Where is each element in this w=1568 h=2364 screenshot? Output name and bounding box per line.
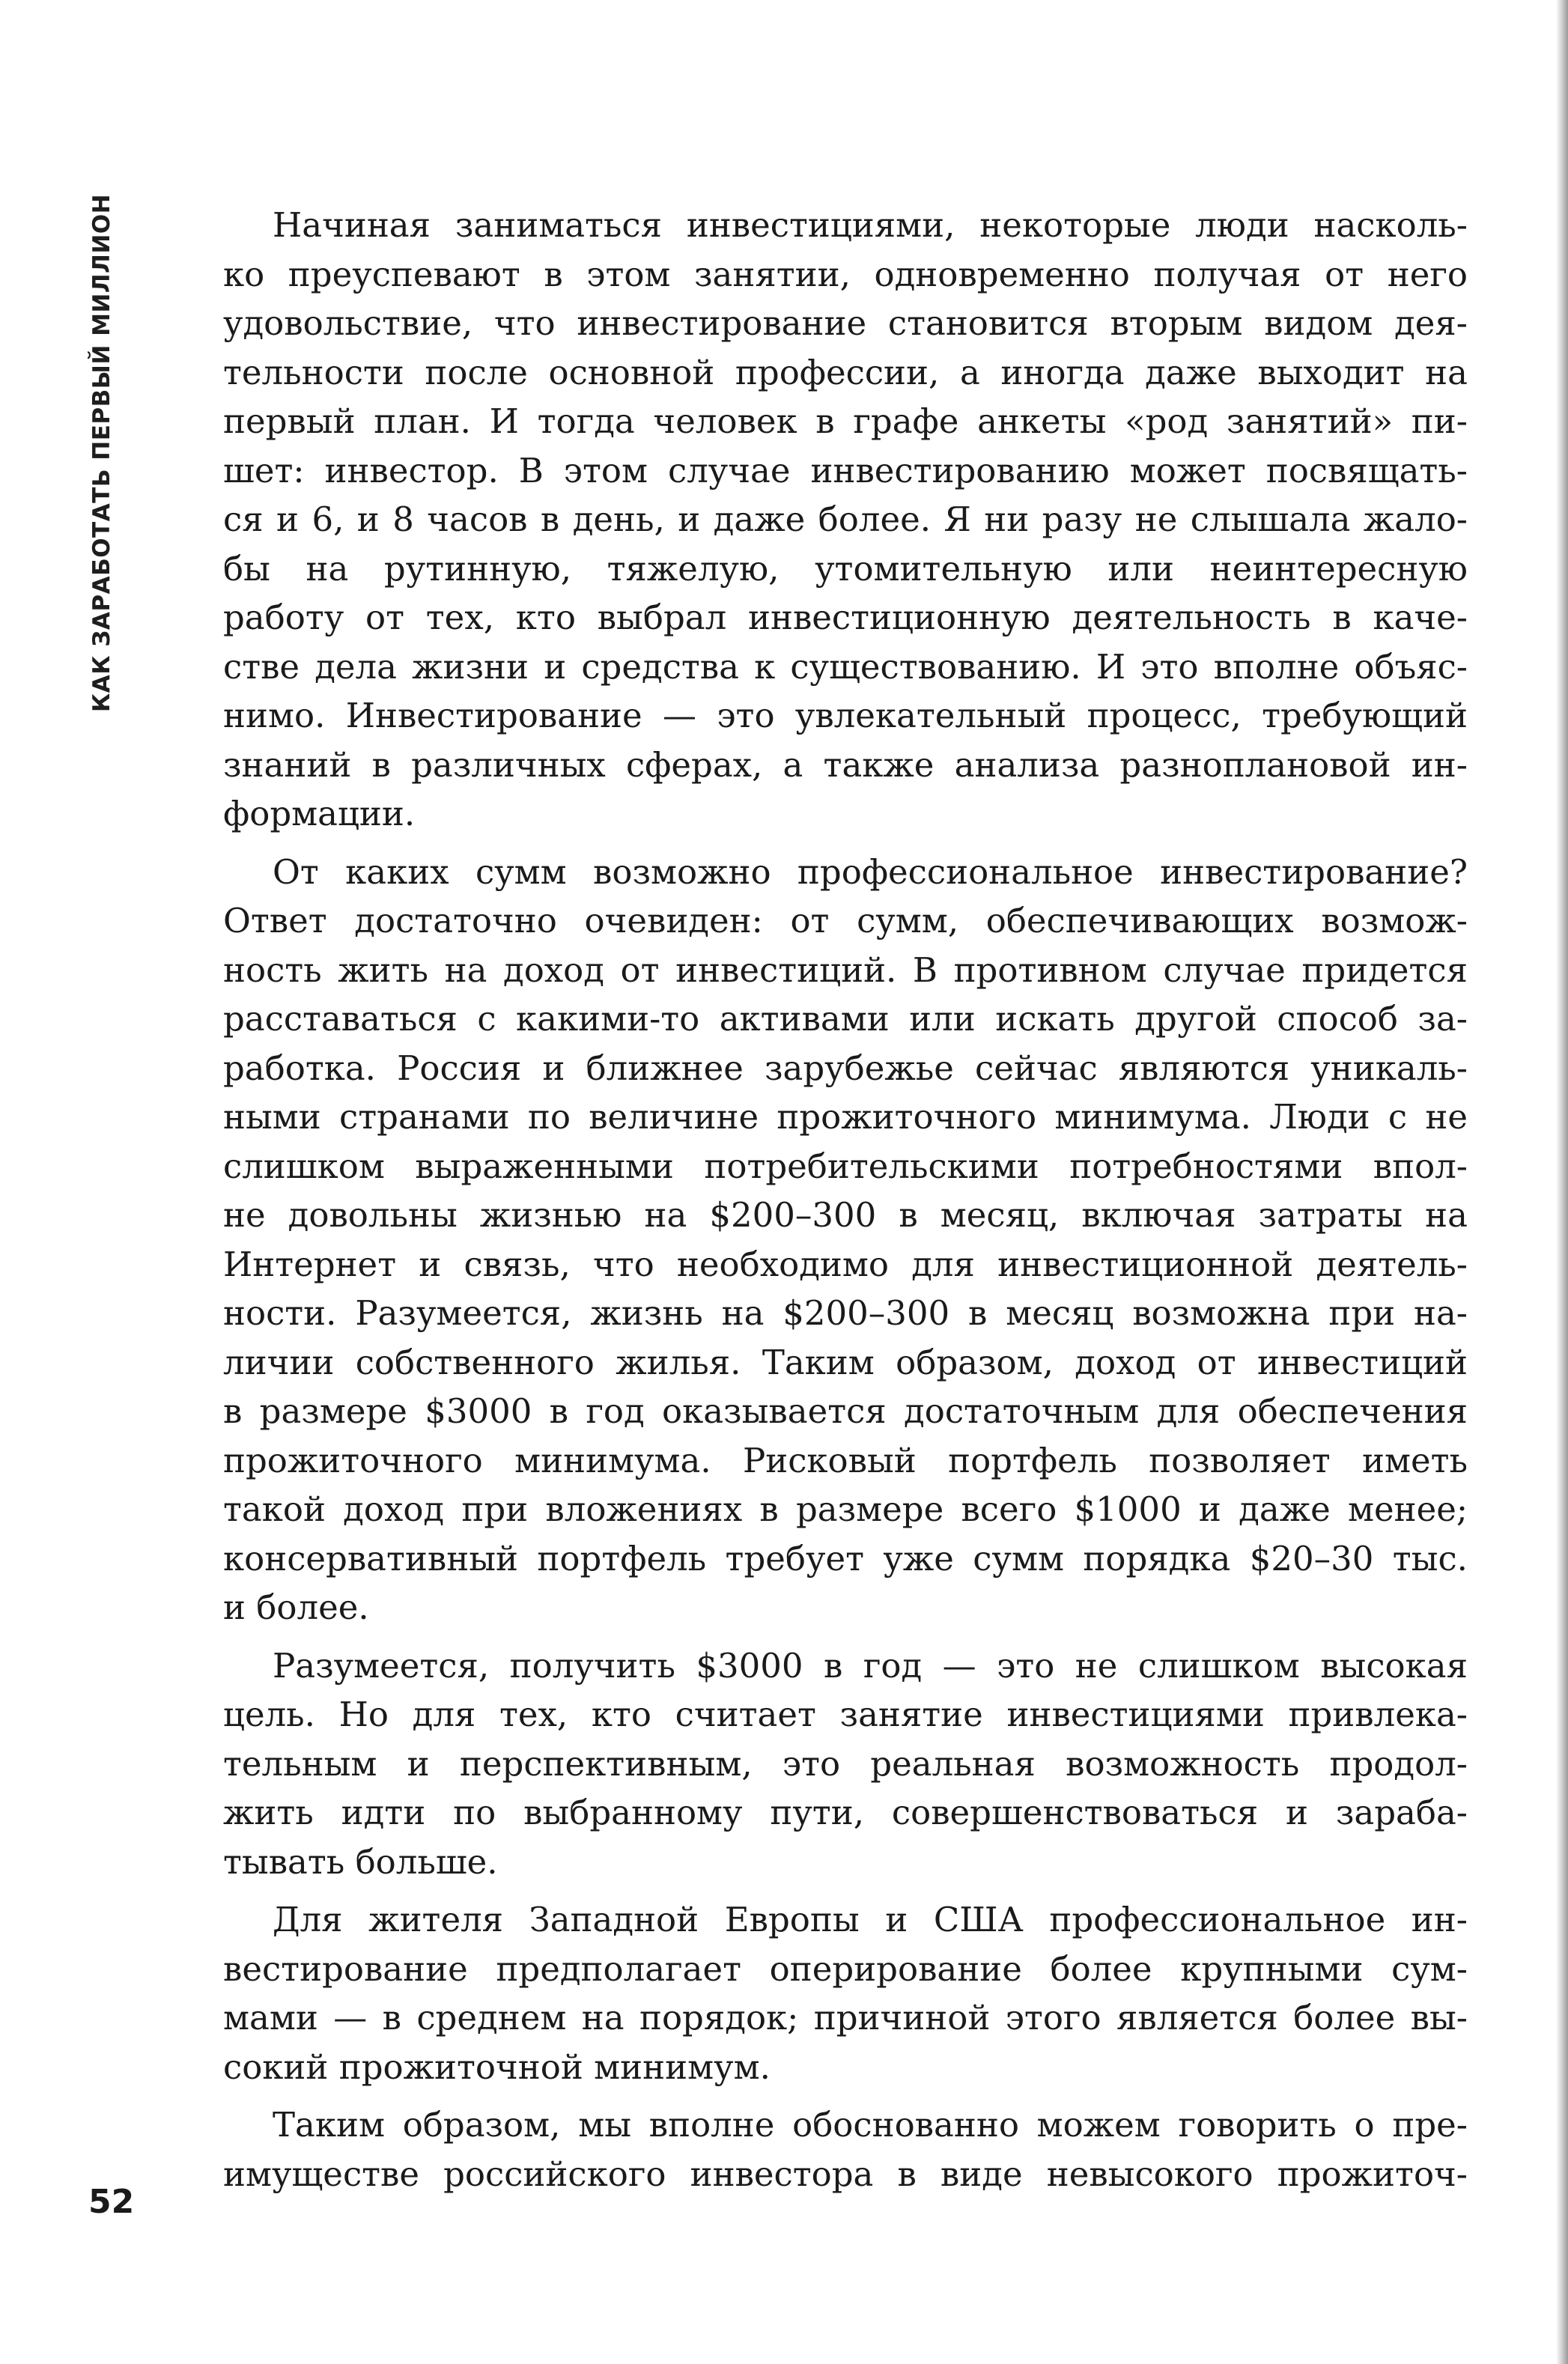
text-line: ными странами по величине прожиточного минимума. Люди с не <box>223 1097 1468 1137</box>
text-line: формации. <box>223 794 416 833</box>
text-line: тельности после основной профессии, а иногда даже выходит на <box>223 352 1468 392</box>
text-line: тельным и перспективным, это реальная возможность продол- <box>223 1743 1468 1784</box>
body-text <box>223 201 1468 2207</box>
text-line: первый план. И тогда человек в графе анкеты «род занятий» пи- <box>223 401 1468 441</box>
page-number: 52 <box>88 2183 135 2221</box>
paragraph-4 <box>223 1895 1468 2091</box>
text-line: и более. <box>223 1587 369 1627</box>
text-line: ко преуспевают в этом занятии, одновременно получая от него <box>223 254 1468 294</box>
text-line: Таким образом, мы вполне обоснованно можем говорить о пре- <box>273 2105 1468 2145</box>
text-line: мами — в среднем на порядок; причиной этого является более вы- <box>223 1998 1468 2038</box>
text-line: расставаться с какими-то активами или искать другой способ за- <box>223 999 1468 1039</box>
text-line: работка. Россия и ближнее зарубежье сейчас являются уникаль- <box>223 1048 1468 1088</box>
paragraph-3 <box>223 1641 1468 1887</box>
text-line: Начиная заниматься инвестициями, некоторые люди насколь- <box>273 205 1468 245</box>
page-edge-shadow <box>1556 0 1568 2364</box>
text-line: цель. Но для тех, кто считает занятие инвестициями привлека- <box>223 1695 1468 1734</box>
text-line: нимо. Инвестирование — это увлекательный процесс, требующий <box>223 696 1468 735</box>
text-line: знаний в различных сферах, а также анализа разноплановой ин- <box>223 744 1468 785</box>
text-line: жить идти по выбранному пути, совершенствоваться и зараба- <box>223 1793 1468 1832</box>
paragraph-1 <box>223 201 1468 839</box>
paragraph-5 <box>223 2100 1468 2199</box>
text-line: имуществе российского инвестора в виде невысокого прожиточ- <box>223 2154 1468 2194</box>
text-line: прожиточного минимума. Рисковый портфель позволяет иметь <box>223 1440 1468 1480</box>
text-line: Для жителя Западной Европы и США профессиональное ин- <box>273 1900 1468 1939</box>
text-line: стве дела жизни и средства к существованию. И это вполне объяс- <box>223 646 1468 687</box>
text-line: ности. Разумеется, жизнь на $200–300 в месяц возможна при на- <box>223 1293 1468 1333</box>
text-line: бы на рутинную, тяжелую, утомительную или неинтересную <box>223 548 1468 589</box>
text-line: тывать больше. <box>223 1841 498 1882</box>
text-line: Разумеется, получить $3000 в год — это не слишком высокая <box>273 1645 1468 1686</box>
text-line: вестирование предполагает оперирование более крупными сум- <box>223 1948 1468 1989</box>
text-line: такой доход при вложениях в размере всего $1000 и даже менее; <box>223 1489 1468 1529</box>
text-line: не довольны жизнью на $200–300 в месяц, включая затраты на <box>223 1195 1468 1235</box>
text-line: личии собственного жилья. Таким образом, доход от инвестиций <box>223 1342 1468 1382</box>
text-line: ся и 6, и 8 часов в день, и даже более. Я ни разу не слышала жалo- <box>223 499 1468 539</box>
text-line: шет: инвестор. В этом случае инвестированию может посвящать- <box>223 450 1468 490</box>
running-head-text: КАК ЗАРАБОТАТЬ ПЕРВЫЙ МИЛЛИОН <box>88 193 116 713</box>
text-line: Ответ достаточно очевиден: от сумм, обеспечивающих возмож- <box>223 901 1468 941</box>
text-line: слишком выраженными потребительскими потребностями впол- <box>223 1146 1468 1186</box>
text-line: работу от тех, кто выбрал инвестиционную деятельность в каче- <box>223 598 1468 637</box>
text-line: консервативный портфель требует уже сумм порядка $20–30 тыс. <box>223 1538 1468 1578</box>
text-line: сокий прожиточной минимум. <box>223 2047 771 2087</box>
running-head <box>79 193 124 713</box>
paragraph-2 <box>223 848 1468 1632</box>
text-line: удовольствие, что инвестирование становится вторым видом дея- <box>223 303 1468 343</box>
text-line: в размере $3000 в год оказывается достаточным для обеспечения <box>223 1391 1468 1431</box>
text-line: Интернет и связь, что необходимо для инвестиционной деятель- <box>223 1244 1468 1284</box>
text-line: ность жить на доход от инвестиций. В противном случае придется <box>223 949 1468 990</box>
text-line: От каких сумм возможно профессиональное инвестирование? <box>273 851 1468 892</box>
